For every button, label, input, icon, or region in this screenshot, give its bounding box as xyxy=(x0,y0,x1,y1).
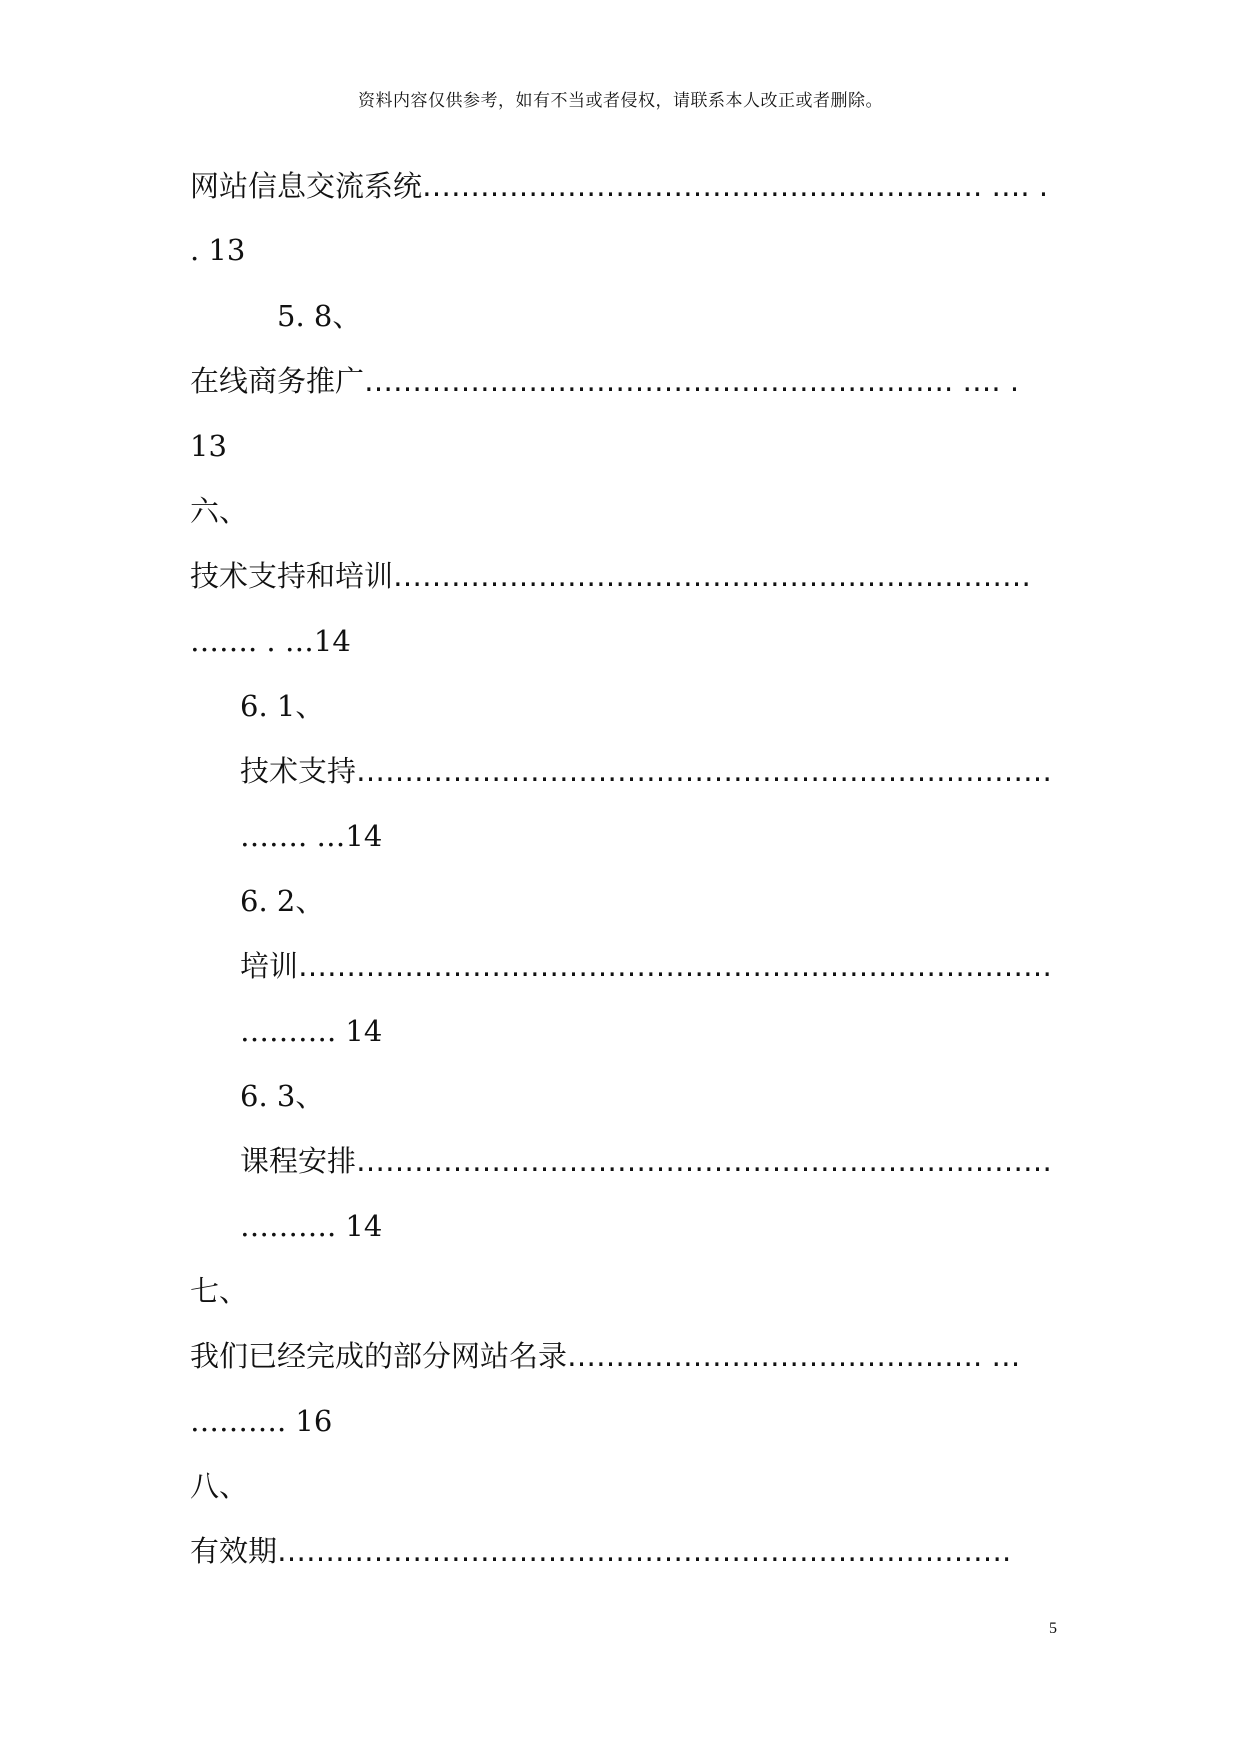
disclaimer-header: 资料内容仅供参考，如有不当或者侵权，请联系本人改正或者删除。 xyxy=(358,91,883,111)
toc-page-ref: ………. 14 xyxy=(240,1014,383,1048)
toc-page-ref: ………. 14 xyxy=(240,1209,383,1243)
toc-entry-completed-websites-list: 我们已经完成的部分网站名录……………………………………. … xyxy=(190,1339,1021,1373)
toc-chapter-number: 六、 xyxy=(190,494,249,528)
toc-section-number: 6. 1、 xyxy=(240,689,325,723)
toc-entry-course-schedule: 课程安排……………………………………………………………… xyxy=(240,1144,1053,1178)
toc-chapter-number: 七、 xyxy=(190,1274,249,1308)
page-number: 5 xyxy=(1049,1620,1057,1637)
toc-entry-validity-period: 有效期…………………………………………………………………. xyxy=(190,1534,1012,1568)
toc-section-number: 6. 2、 xyxy=(240,884,325,918)
toc-page-ref: ……. . …14 xyxy=(190,624,351,658)
toc-entry-website-info-exchange: 网站信息交流系统…………………………………………………. …. . xyxy=(190,169,1049,203)
toc-entry-online-business-promotion: 在线商务推广……………………………………………………. …. . xyxy=(190,364,1020,398)
toc-entry-technical-support: 技术支持……………………………………………………………… xyxy=(240,754,1053,788)
toc-entry-technical-support-training: 技术支持和培训………………………………………………………… xyxy=(190,559,1032,593)
toc-page-ref: 13 xyxy=(190,429,227,463)
toc-chapter-number: 八、 xyxy=(190,1469,249,1503)
toc-page-ref: ……. …14 xyxy=(240,819,383,853)
toc-entry-training: 培训…………………………………………………………………… xyxy=(240,949,1053,983)
toc-section-number: 5. 8、 xyxy=(277,299,362,333)
toc-page-ref: ………. 16 xyxy=(190,1404,333,1438)
toc-section-number: 6. 3、 xyxy=(240,1079,325,1113)
toc-page-ref: . 13 xyxy=(190,233,246,267)
